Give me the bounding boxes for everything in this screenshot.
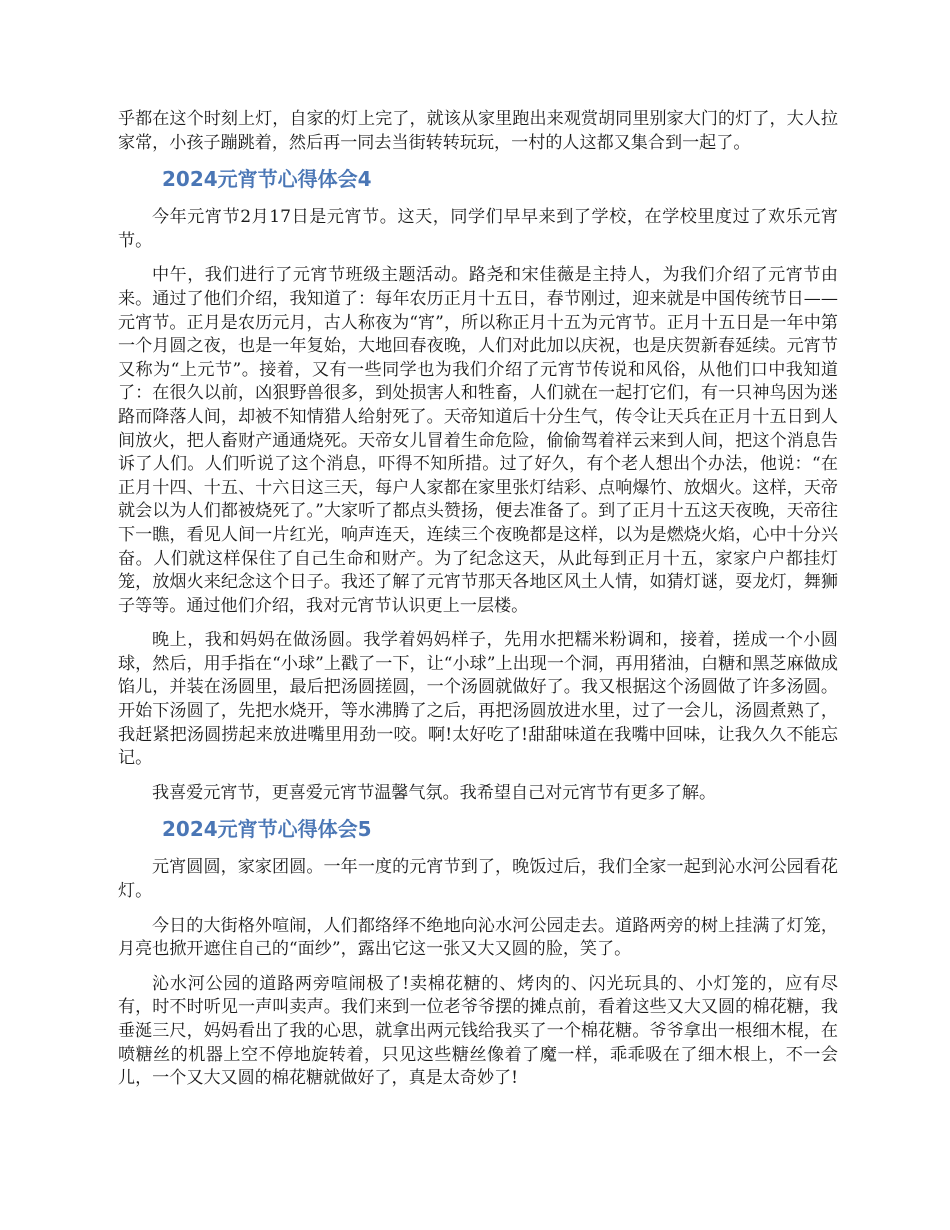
paragraph: 今日的大街格外喧闹，人们都络绎不绝地向沁水河公园走去。道路两旁的树上挂满了灯笼，月亮也掀开遮住自己的“面纱”，露出它这一张又大又圆的脸，笑了。 xyxy=(118,915,838,960)
paragraph: 元宵圆圆，家家团圆。一年一度的元宵节到了，晚饭过后，我们全家一起到沁水河公园看花灯。 xyxy=(118,857,838,902)
paragraph: 中午，我们进行了元宵节班级主题活动。路尧和宋佳薇是主持人，为我们介绍了元宵节由来。通过了他们介绍，我知道了：每年农历正月十五日，春节刚过，迎来就是中国传统节日——元宵节。正月是农历元月，古人称夜为“宵”，所以称正月十五为元宵节。正月十五日是一年中第一个月圆之夜，也是一年复始，大地回春夜晚，人们对此加以庆祝，也是庆贺新春延续。元宵节又称为“上元节”。接着，又有一些同学也为我们介绍了元宵节传说和风俗，从他们口中我知道了：在很久以前，凶狠野兽很多，到处损害人和牲畜，人们就在一起打它们，有一只神鸟因为迷路而降落人间，却被不知情猎人给射死了。天帝知道后十分生气，传令让天兵在正月十五日到人间放火，把人畜财产通通烧死。天帝女儿冒着生命危险，偷偷驾着祥云来到人间，把这个消息告诉了人们。人们听说了这个消息，吓得不知所措。过了好久，有个老人想出个办法，他说：“在正月十四、十五、十六日这三天，每户人家都在家里张灯结彩、点响爆竹、放烟火。这样，天帝就会以为人们都被烧死了。”大家听了都点头赞扬，便去准备了。到了正月十五这天夜晚，天帝往下一瞧，看见人间一片红光，响声连天，连续三个夜晚都是这样，以为是燃烧火焰，心中十分兴奋。人们就这样保住了自己生命和财产。为了纪念这天，从此每到正月十五，家家户户都挂灯笼，放烟火来纪念这个日子。我还了解了元宵节那天各地区风土人情，如猜灯谜，耍龙灯，舞狮子等等。通过他们介绍，我对元宵节认识更上一层楼。 xyxy=(118,265,838,616)
paragraph: 今年元宵节2月17日是元宵节。这天，同学们早早来到了学校，在学校里度过了欢乐元宵节。 xyxy=(118,207,838,251)
document-page xyxy=(118,108,838,1102)
paragraph: 晚上，我和妈妈在做汤圆。我学着妈妈样子，先用水把糯米粉调和，接着，搓成一个小圆球，然后，用手指在“小球”上戳了一下，让“小球”上出现一个洞，再用猪油，白糖和黑芝麻做成馅儿，并装在汤圆里，最后把汤圆搓圆，一个汤圆就做好了。我又根据这个汤圆做了许多汤圆。开始下汤圆了，先把水烧开，等水沸腾了之后，再把汤圆放进水里，过了一会儿，汤圆煮熟了，我赶紧把汤圆捞起来放进嘴里用劲一咬。啊!太好吃了!甜甜味道在我嘴中回味，让我久久不能忘记。 xyxy=(118,630,838,769)
section-heading-4: 2024元宵节心得体会4 xyxy=(162,167,372,192)
section-heading-5: 2024元宵节心得体会5 xyxy=(162,817,372,842)
paragraph-continuation: 乎都在这个时刻上灯，自家的灯上完了，就该从家里跑出来观赏胡同里别家大门的灯了，大人拉家常，小孩子蹦跳着，然后再一同去当街转转玩玩，一村的人这都又集合到一起了。 xyxy=(118,109,838,153)
paragraph: 我喜爱元宵节，更喜爱元宵节温馨气氛。我希望自己对元宵节有更多了解。 xyxy=(152,782,717,803)
paragraph: 沁水河公园的道路两旁喧闹极了!卖棉花糖的、烤肉的、闪光玩具的、小灯笼的，应有尽有，时不时听见一声叫卖声。我们来到一位老爷爷摆的摊点前，看着这些又大又圆的棉花糖，我垂涎三尺，妈妈看出了我的心思，就拿出两元钱给我买了一个棉花糖。爷爷拿出一根细木棍，在喷糖丝的机器上空不停地旋转着，只见这些糖丝像着了魔一样，乖乖吸在了细木根上，不一会儿，一个又大又圆的棉花糖就做好了，真是太奇妙了! xyxy=(118,973,838,1089)
